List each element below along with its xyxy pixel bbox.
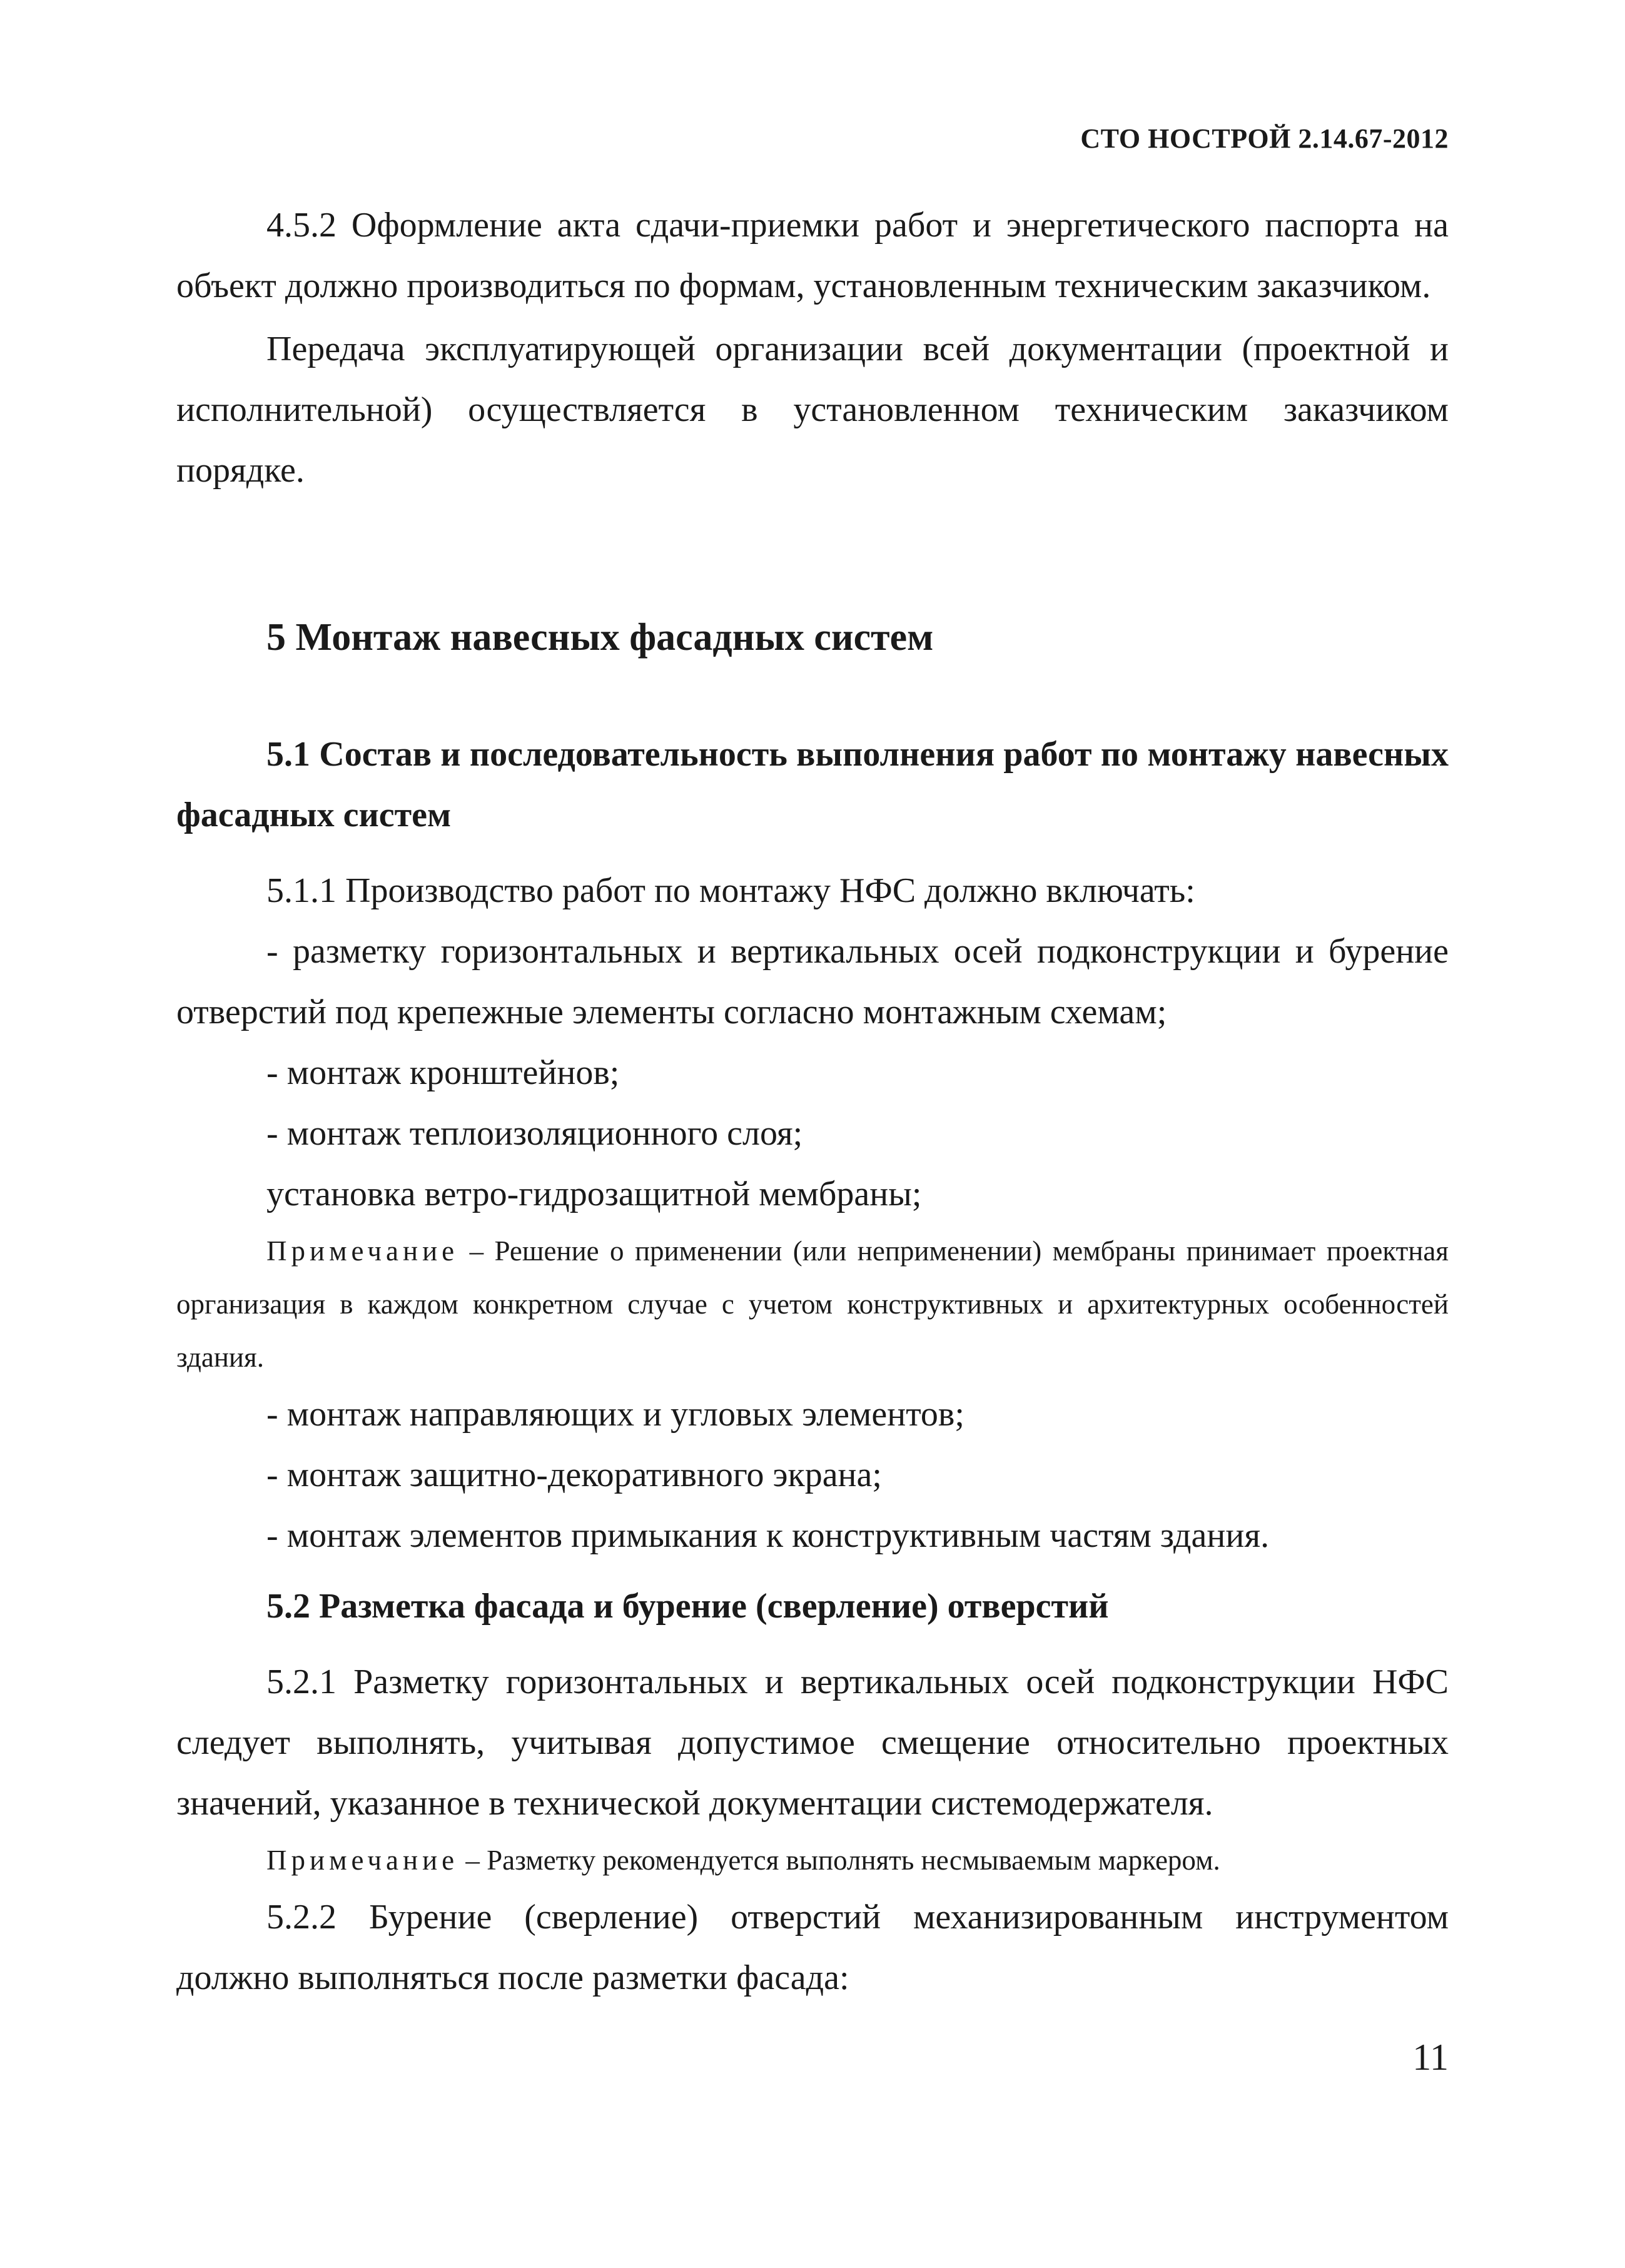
paragraph-4-5-2: 4.5.2 Оформление акта сдачи-приемки работ и энергетического паспорта на объект должно производиться по формам, установленным техническим заказчиком. xyxy=(176,206,1449,305)
document-code-header: СТО НОСТРОЙ 2.14.67-2012 xyxy=(1080,123,1449,154)
note-label: Примечание xyxy=(266,1235,459,1267)
list-item: - монтаж кронштейнов; xyxy=(266,1053,620,1092)
note-text: – Разметку рекомендуется выполнять несмываемым маркером. xyxy=(458,1845,1220,1876)
note-marker xyxy=(176,1834,1449,1887)
paragraph-5-2-1: 5.2.1 Разметку горизонтальных и вертикальных осей подконструкции НФС следует выполнять, учитывая допустимое смещение относительно проектных значений, указанное в технической документации системодержателя. xyxy=(176,1663,1449,1823)
subsection-5-2-heading: 5.2 Разметка фасада и бурение (сверление) отверстий xyxy=(266,1587,1109,1626)
list-item: - разметку горизонтальных и вертикальных осей подконструкции и бурение отверстий под крепежные элементы согласно монтажным схемам; xyxy=(176,932,1449,1031)
section-5-heading: 5 Монтаж навесных фасадных систем xyxy=(266,616,934,659)
note-text: – Решение о применении (или неприменении) мембраны принимает проектная организация в каждом конкретном случае с учетом конструктивных и архитектурных особенностей здания. xyxy=(176,1235,1449,1373)
paragraph-5-2-2: 5.2.2 Бурение (сверление) отверстий механизированным инструментом должно выполняться после разметки фасада: xyxy=(176,1898,1449,1997)
list-item: - монтаж теплоизоляционного слоя; xyxy=(266,1114,803,1153)
list-item: - монтаж направляющих и угловых элементов; xyxy=(266,1395,964,1434)
list-item: установка ветро-гидрозащитной мембраны; xyxy=(266,1175,922,1213)
note-label: Примечание xyxy=(266,1845,459,1876)
page-content xyxy=(176,195,1449,2008)
paragraph-documentation-transfer: Передача эксплуатирующей организации всей документации (проектной и исполнительной) осуществляется в установленном техническим заказчиком порядке. xyxy=(176,330,1449,490)
note-membrane xyxy=(176,1225,1449,1384)
paragraph-5-1-1: 5.1.1 Производство работ по монтажу НФС должно включать: xyxy=(266,871,1195,910)
subsection-5-1-heading: 5.1 Состав и последовательность выполнения работ по монтажу навесных фасадных систем xyxy=(176,735,1449,834)
list-item: - монтаж защитно-декоративного экрана; xyxy=(266,1455,882,1494)
list-item: - монтаж элементов примыкания к конструктивным частям здания. xyxy=(266,1516,1270,1555)
page-number: 11 xyxy=(1412,2037,1449,2078)
